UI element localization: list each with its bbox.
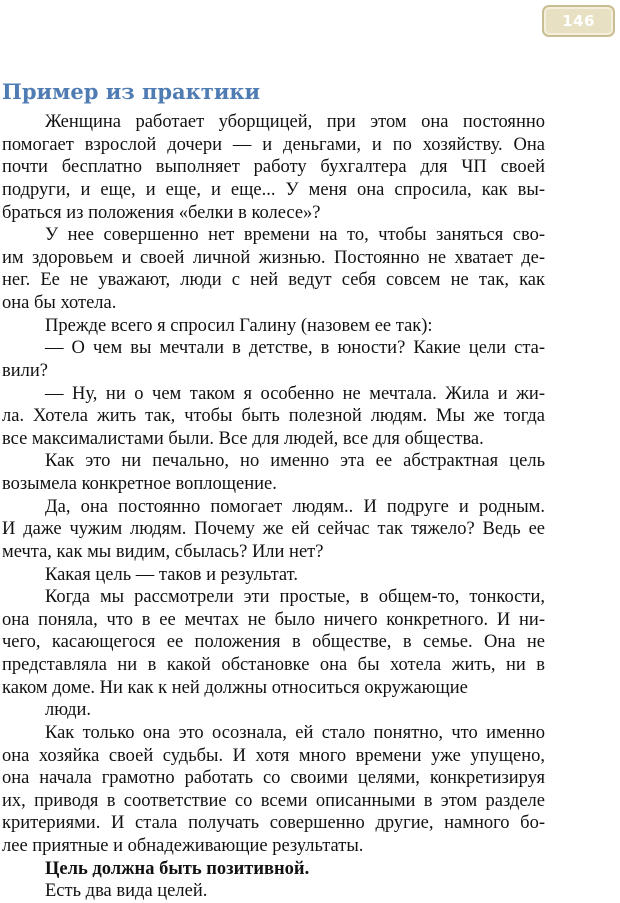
- text-line: люди.: [45, 700, 92, 721]
- text-line: она начала грамотно работать со своими целями, конкретизируя: [2, 768, 545, 789]
- text-line: Как только она это осознала, ей стало понятно, что именно: [45, 722, 545, 743]
- text-line: возымела конкретное воплощение.: [2, 474, 277, 494]
- text-line: Как это ни печально, но именно эта ее абстрактная цель: [45, 451, 545, 472]
- body-text: [2, 111, 545, 903]
- text-line: У нее совершенно нет времени на то, чтобы заняться сво-: [45, 225, 545, 246]
- bold-text-line: Цель должна быть позитивной.: [45, 858, 310, 879]
- text-line: их, приводя в соответствие со всеми описанными в этом разделе: [2, 790, 545, 811]
- text-line: ла. Хотела жить так, чтобы быть полезной людям. Мы же тогда: [2, 406, 545, 427]
- text-line: каком доме. Ни как к ней должны относиться окружающие: [2, 677, 468, 698]
- text-line: помогает взрослой дочери — и деньгами, и по хозяйству. Она: [2, 134, 545, 155]
- text-line: — Ну, ни о чем таком я особенно не мечтала. Жила и жи-: [45, 383, 545, 404]
- text-line: — О чем вы мечтали в детстве, в юности? Какие цели ста-: [45, 338, 545, 359]
- text-line: Когда мы рассмотрели эти простые, в общем-то, тонкости,: [45, 587, 545, 608]
- text-line: лее приятные и обнадеживающие результаты.: [2, 836, 364, 856]
- text-line: все максималистами были. Все для людей, все для общества.: [2, 428, 484, 449]
- text-line: мечта, как мы видим, сбылась? Или нет?: [2, 541, 324, 562]
- page-number-badge: 146: [542, 5, 615, 37]
- text-line: нег. Ее не уважают, люди с ней ведут себя совсем не так, как: [2, 270, 545, 291]
- text-line: вили?: [2, 360, 48, 381]
- text-line: Есть два вида целей.: [45, 881, 208, 902]
- text-line: она бы хотела.: [2, 293, 117, 313]
- text-line: Какая цель — таков и результат.: [45, 564, 298, 585]
- text-line: критериями. И стала получать совершенно другие, намного бо-: [2, 813, 545, 834]
- text-line: браться из положения «белки в колесе»?: [2, 202, 321, 223]
- text-line: Женщина работает уборщицей, при этом она постоянно: [45, 112, 545, 132]
- text-line: почти бесплатно выполняет работу бухгалтера для ЧП своей: [2, 157, 545, 178]
- section-heading: Пример из практики: [2, 79, 261, 104]
- text-line: подруги, и еще, и еще, и еще... У меня она спросила, как вы-: [2, 179, 545, 200]
- text-line: Прежде всего я спросил Галину (назовем ее так):: [45, 315, 433, 336]
- text-line: чего, касающегося ее положения в обществе, в семье. Она не: [2, 632, 545, 653]
- text-line: представляла ни в какой обстановке она бы хотела жить, ни в: [2, 655, 545, 675]
- text-line: она хозяйка своей судьбы. И хотя много времени уже упущено,: [2, 745, 545, 766]
- text-line: Да, она постоянно помогает людям.. И подруге и родным.: [45, 496, 545, 517]
- text-line: И даже чужим людям. Почему же ей сейчас так тяжело? Ведь ее: [2, 519, 545, 540]
- text-line: она поняла, что в ее мечтах не было ничего конкретного. И ни-: [2, 609, 545, 630]
- text-line: им здоровьем и своей личной жизнью. Постоянно не хватает де-: [2, 247, 545, 268]
